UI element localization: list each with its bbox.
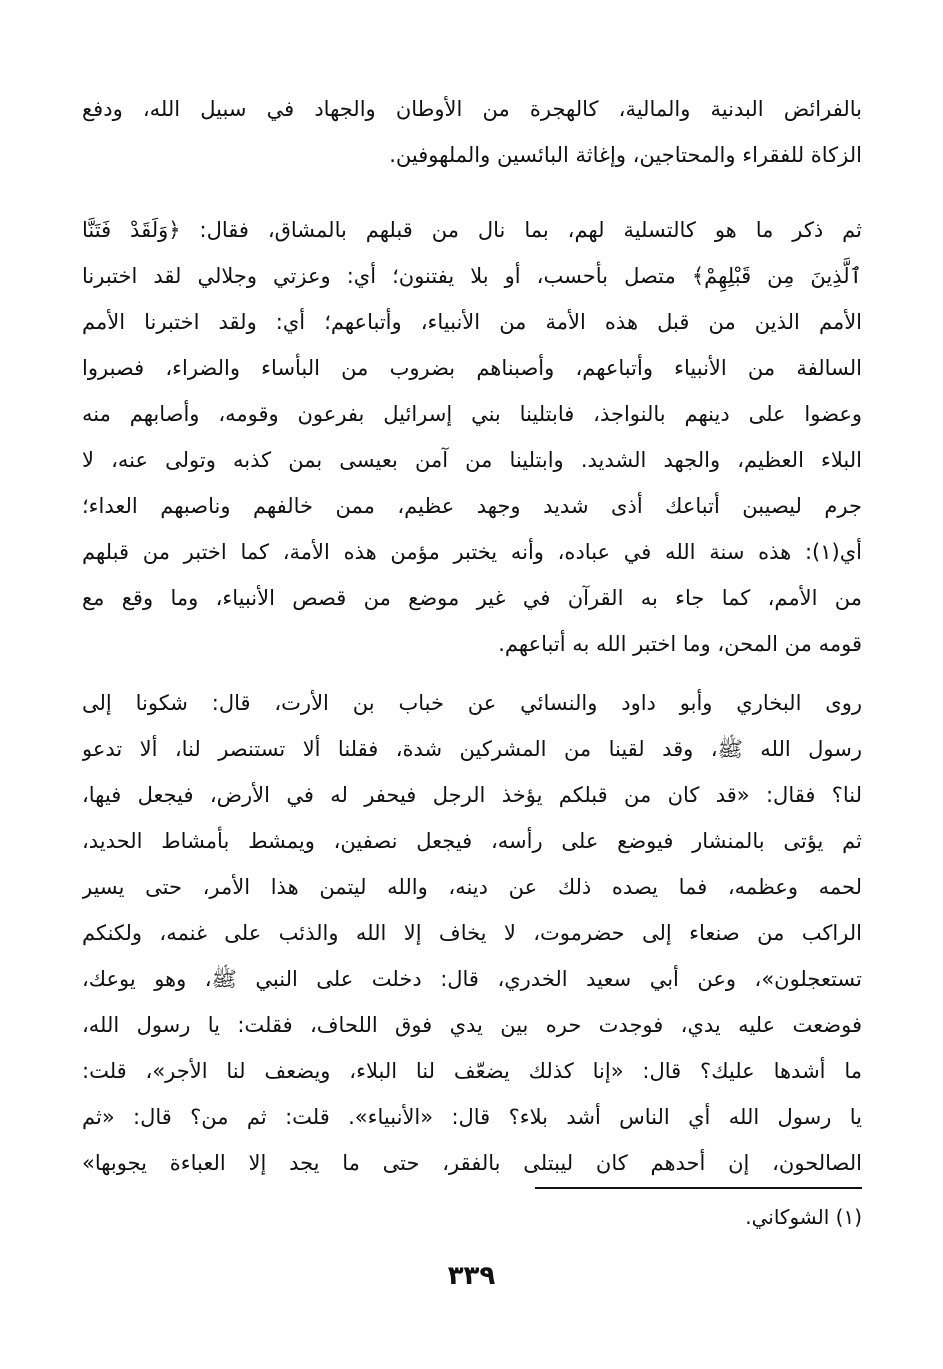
text-line: ثم يؤتى بالمنشار فيوضع على رأسه، فيجعل نصفين، ويمشط بأمشاط الحديد، — [82, 829, 862, 853]
text-line: لحمه وعظمه، فما يصده ذلك عن دينه، والله ليتمن هذا الأمر، حتى يسير — [82, 875, 862, 899]
text-line: وعضوا على دينهم بالنواجذ، فابتلينا بني إسرائيل بفرعون وقومه، وأصابهم منه — [82, 402, 862, 426]
text-line: رسول الله ﷺ، وقد لقينا من المشركين شدة، فقلنا ألا تستنصر لنا، ألا تدعو — [82, 737, 862, 761]
paragraph — [82, 680, 862, 1186]
text-line: تستعجلون»، وعن أبي سعيد الخدري، قال: دخلت على النبي ﷺ، وهو يوعك، — [82, 967, 862, 991]
text-line: ٱلَّذِينَ مِن قَبْلِهِمْ﴾ متصل بأحسب، أو بلا يفتنون؛ أي: وعزتي وجلالي لقد اختبرنا — [82, 264, 862, 288]
text-line: ما أشدها عليك؟ قال: «إنا كذلك يضعّف لنا البلاء، ويضعف لنا الأجر»، قلت: — [82, 1059, 862, 1083]
paragraph — [82, 207, 862, 667]
footnote: (١) الشوكاني. — [745, 1205, 862, 1229]
text-line: الزكاة للفقراء والمحتاجين، وإغاثة البائسين والملهوفين. — [389, 143, 862, 167]
text-line: لنا؟ فقال: «قد كان من قبلكم يؤخذ الرجل فيحفر له في الأرض، فيجعل فيها، — [82, 783, 862, 807]
text-line: ثم ذكر ما هو كالتسلية لهم، بما نال من قبلهم بالمشاق، فقال: ﴿وَلَقَدْ فَتَنَّا — [82, 218, 862, 242]
text-line: الأمم الذين من قبل هذه الأمة من الأنبياء، وأتباعهم؛ أي: ولقد اختبرنا الأمم — [82, 310, 862, 334]
text-line: البلاء العظيم، والجهد الشديد. وابتلينا من آمن بعيسى بمن كذبه وتولى عنه، لا — [82, 448, 862, 472]
text-line: جرم ليصيبن أتباعك أذى شديد وجهد عظيم، ممن خالفهم وناصبهم العداء؛ — [82, 494, 862, 518]
text-line: أي(١): هذه سنة الله في عباده، وأنه يختبر مؤمن هذه الأمة، كما اختبر من قبلهم — [82, 540, 862, 564]
text-line: الراكب من صنعاء إلى حضرموت، لا يخاف إلا الله والذئب على غنمه، ولكنكم — [82, 921, 862, 945]
footnote-separator — [535, 1187, 862, 1189]
text-line: بالفرائض البدنية والمالية، كالهجرة من الأوطان والجهاد في سبيل الله، ودفع — [82, 97, 862, 121]
page-number: ٣٣٩ — [447, 1261, 496, 1291]
text-line: السالفة من الأنبياء وأتباعهم، وأصبناهم بضروب من البأساء والضراء، فصبروا — [82, 356, 862, 380]
text-line: قومه من المحن، وما اختبر الله به أتباعهم. — [498, 632, 862, 656]
text-line: من الأمم، كما جاء به القرآن في غير موضع من قصص الأنبياء، وما وقع مع — [82, 586, 862, 610]
text-line: فوضعت عليه يدي، فوجدت حره بين يدي فوق اللحاف، فقلت: يا رسول الله، — [82, 1013, 862, 1037]
text-line: الصالحون، إن أحدهم كان ليبتلى بالفقر، حتى ما يجد إلا العباءة يجوبها» — [82, 1151, 862, 1175]
paragraph — [82, 86, 862, 178]
text-line: يا رسول الله أي الناس أشد بلاء؟ قال: «الأنبياء». قلت: ثم من؟ قال: «ثم — [82, 1105, 862, 1129]
text-line: روى البخاري وأبو داود والنسائي عن خباب بن الأرت، قال: شكونا إلى — [82, 691, 862, 715]
